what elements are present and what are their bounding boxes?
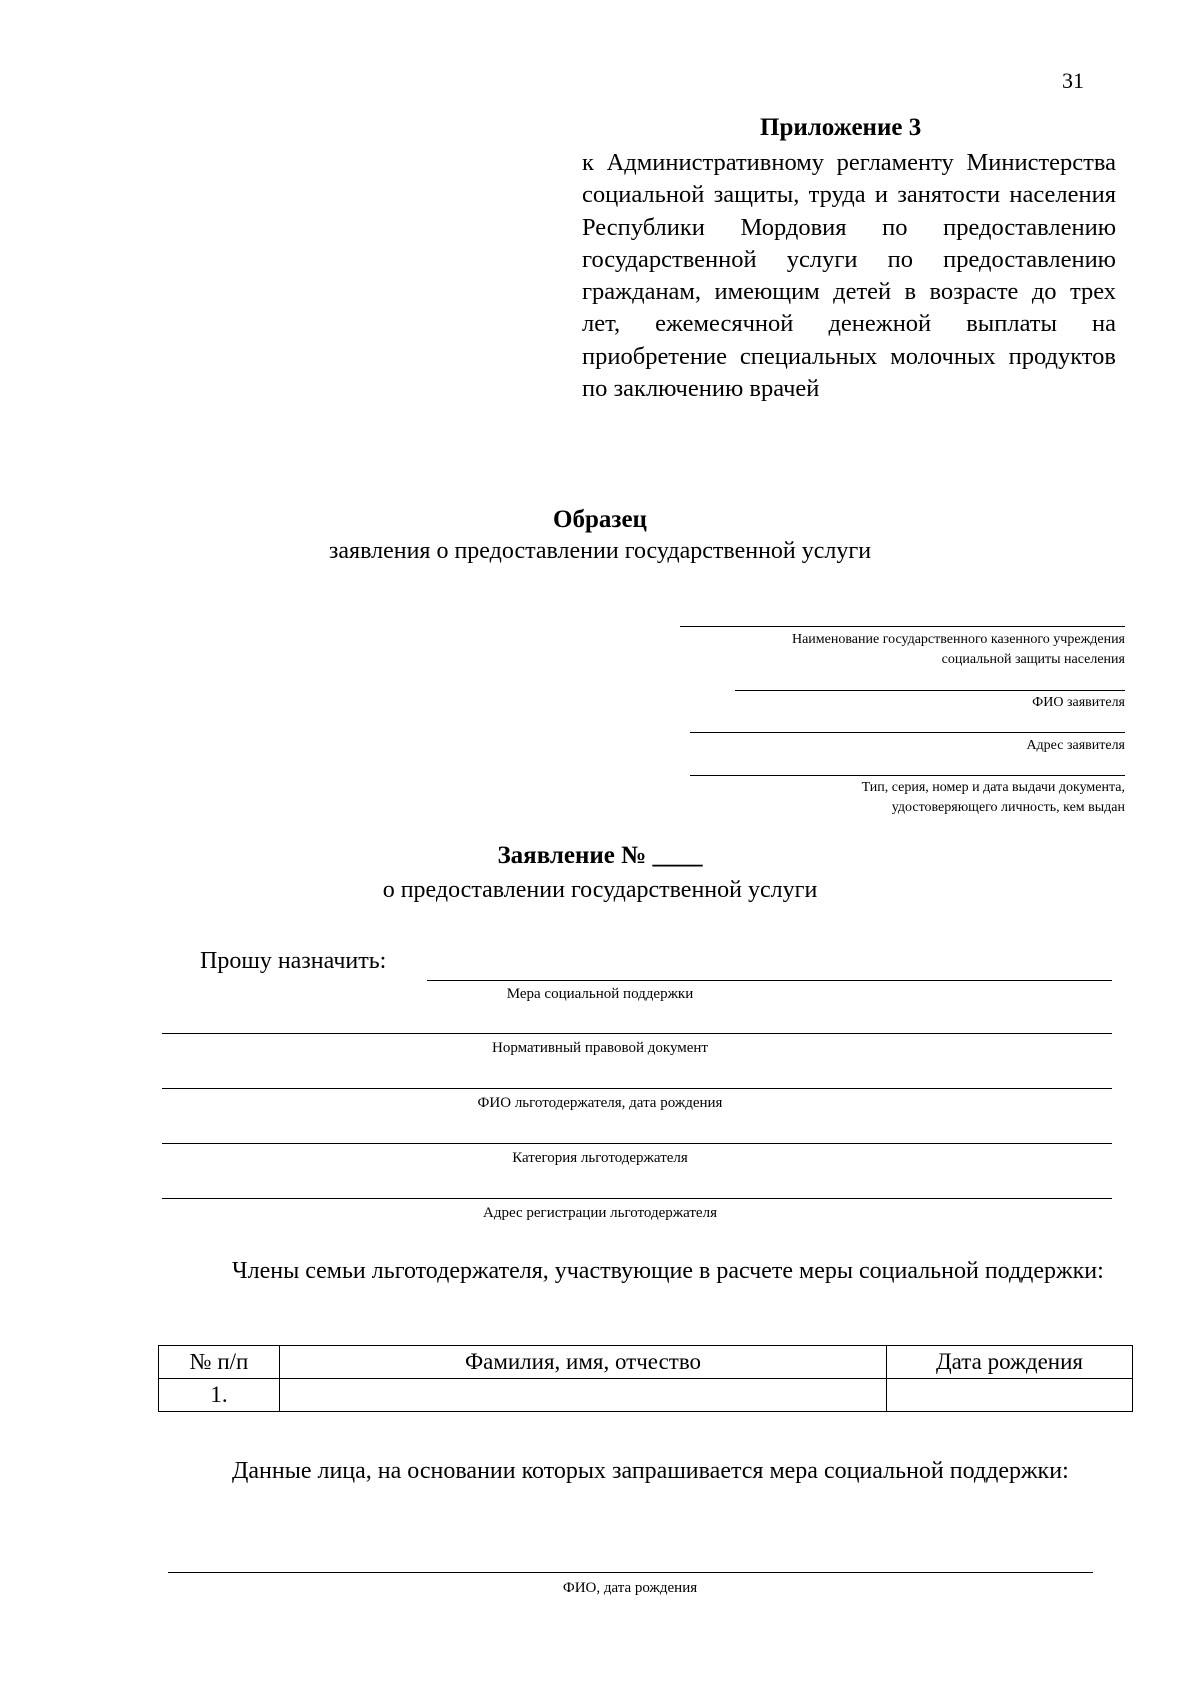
sample-subtitle: заявления о предоставлении государственной услуги xyxy=(328,538,872,564)
column-number: № п/п xyxy=(159,1346,280,1379)
id-document-caption-2: удостоверяющего личность, кем выдан xyxy=(891,800,1125,815)
row-full-name-cell[interactable] xyxy=(280,1379,887,1412)
legal-document-caption: Нормативный правовой документ xyxy=(492,1040,708,1056)
column-birth-date: Дата рождения xyxy=(887,1346,1133,1379)
beneficiary-category-caption: Категория льготодержателя xyxy=(512,1150,688,1166)
application-subtitle: о предоставлении государственной услуги xyxy=(382,877,818,903)
page-number: 31 xyxy=(1062,68,1084,93)
beneficiary-name-fill-line[interactable] xyxy=(162,1088,1112,1089)
request-label: Прошу назначить: xyxy=(200,948,387,974)
id-document-caption-1: Тип, серия, номер и дата выдачи документа, xyxy=(861,780,1125,795)
beneficiary-category-fill-line[interactable] xyxy=(162,1143,1112,1144)
institution-caption-1: Наименование государственного казенного учреждения xyxy=(791,632,1125,647)
applicant-name-fill-line[interactable] xyxy=(735,690,1125,691)
applicant-address-fill-line[interactable] xyxy=(690,732,1125,733)
application-title: Заявление № ____ xyxy=(497,842,703,869)
row-number: 1. xyxy=(159,1379,280,1412)
beneficiary-name-caption: ФИО льготодержателя, дата рождения xyxy=(477,1095,723,1111)
table-header-row xyxy=(159,1346,1133,1379)
sample-title: Образец xyxy=(553,506,647,533)
appendix-title: Приложение 3 xyxy=(760,114,922,141)
applicant-address-caption: Адрес заявителя xyxy=(1026,738,1125,753)
appendix-text: к Административному регламенту Министерства социальной защиты, труда и занятости населения Республики Мордовия по предоставлению государственной услуги по предоставлению гражданам, имеющим детей в возрасте до трех лет, ежемесячной денежной выплаты на приобретение специальных молочных продуктов по заключению врачей xyxy=(582,149,1116,403)
beneficiary-address-fill-line[interactable] xyxy=(162,1198,1112,1199)
person-fill-line[interactable] xyxy=(168,1572,1093,1573)
support-measure-caption: Мера социальной поддержки xyxy=(506,986,694,1002)
family-members-text: Члены семьи льготодержателя, участвующие в расчете меры социальной поддержки: xyxy=(232,1258,1104,1284)
column-full-name: Фамилия, имя, отчество xyxy=(280,1346,887,1379)
legal-document-fill-line[interactable] xyxy=(162,1033,1112,1034)
person-caption: ФИО, дата рождения xyxy=(562,1580,698,1596)
beneficiary-address-caption: Адрес регистрации льготодержателя xyxy=(483,1205,717,1221)
applicant-name-caption: ФИО заявителя xyxy=(1032,695,1125,710)
person-data-text: Данные лица, на основании которых запрашивается мера социальной поддержки: xyxy=(232,1458,1069,1484)
support-measure-fill-line[interactable] xyxy=(427,980,1112,981)
id-document-fill-line[interactable] xyxy=(690,775,1125,776)
row-birth-date-cell[interactable] xyxy=(887,1379,1133,1412)
institution-fill-line[interactable] xyxy=(680,626,1125,627)
institution-caption-2: социальной защиты населения xyxy=(941,652,1125,667)
family-members-table xyxy=(158,1345,1133,1412)
table-row xyxy=(159,1379,1133,1412)
